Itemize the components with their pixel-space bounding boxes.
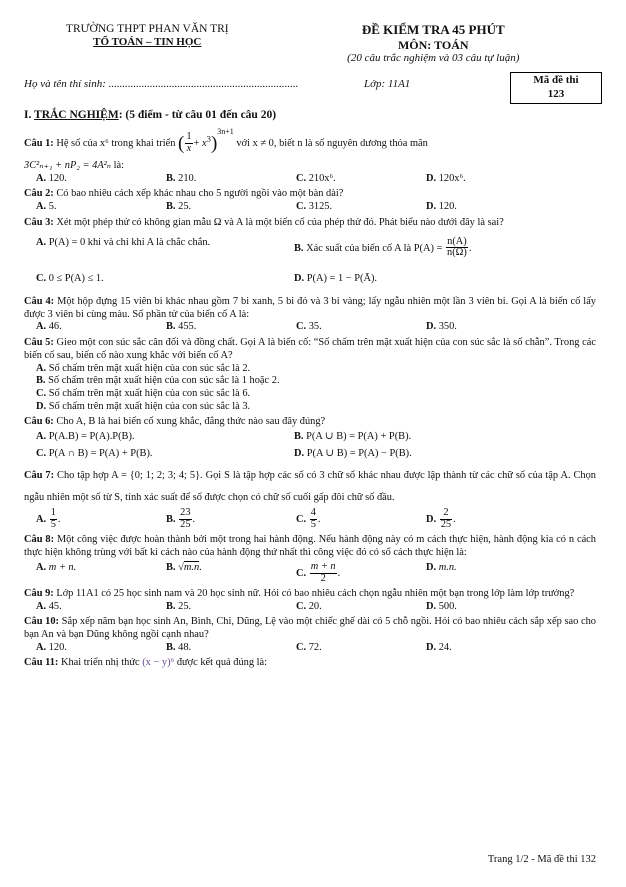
option-a[interactable]: A. m + n.: [36, 562, 77, 574]
question-1-condition: 3C²ₙ₊₁ + nP₂ = 4A²ₙ: [24, 160, 111, 172]
question-2-options: [36, 201, 596, 214]
student-name-field: Họ và tên thí sinh: .....................................................................: [24, 77, 299, 90]
question-1-stem-b: với x ≠ 0, biết n là số nguyên dương thỏa mãn: [236, 137, 428, 149]
option-a[interactable]: A. 46.: [36, 321, 62, 333]
question-6: [24, 416, 596, 462]
option-b[interactable]: B. 25.: [166, 201, 192, 213]
school-name: TRƯỜNG THPT PHAN VĂN TRỊ: [65, 23, 229, 35]
question-7-options: [36, 508, 596, 531]
page-footer: Trang 1/2 - Mã đề thi 132: [487, 854, 596, 866]
question-8-label: Câu 8:: [24, 533, 55, 545]
option-a[interactable]: A. $\frac{1}{5}$ .: [36, 506, 61, 530]
question-3: [24, 217, 596, 293]
question-4-label: Câu 4:: [24, 296, 55, 308]
question-1-options: [36, 173, 596, 186]
option-c[interactable]: C. 20.: [296, 600, 322, 612]
question-5-label: Câu 5:: [24, 337, 54, 349]
question-5-options: [36, 363, 596, 414]
section-detail: : (5 điểm - từ câu 01 đến câu 20): [118, 108, 277, 121]
question-9: [24, 588, 596, 613]
question-3-options: [36, 230, 596, 294]
question-9-options: [36, 601, 596, 614]
question-7-stem: Cho tập hợp A = {0; 1; 2; 3; 4; 5}. Gọi S là tập hợp các số có 3 chữ số khác nhau được lập thành từ các chữ số của tập A. Chọn ngẫu nhiên một số từ S, tính xác suất để số được chọn có chữ số cuối gấp đôi chữ số đầu.: [24, 470, 596, 503]
option-d[interactable]: D. 350.: [426, 321, 457, 333]
question-11-stem-a: Khai triển nhị thức: [60, 657, 140, 669]
question-9-stem: Lớp 11A1 có 25 học sinh nam và 20 học sinh nữ. Hỏi có bao nhiêu cách chọn ngẫu nhiên một bạn trong lớp làm lớp trưởng?: [56, 588, 575, 600]
option-d[interactable]: D. 120.: [426, 201, 457, 213]
exam-info-block: [271, 22, 596, 66]
option-b[interactable]: B. 25.: [166, 600, 192, 612]
option-b[interactable]: B. 48.: [166, 641, 192, 653]
option-b[interactable]: B. 210.: [166, 172, 197, 184]
question-4: [24, 296, 596, 334]
question-1-stem-c: là:: [113, 160, 124, 172]
question-4-stem: Một hộp đựng 15 viên bi khác nhau gồm 7 bi xanh, 5 bi đỏ và 3 bi vàng; lấy ngẫu nhiên một lần 3 viên bi. Gọi A là biến cố lấy được 3 viên bi cùng màu. Số phần tử của biến cố A là:: [24, 296, 596, 320]
question-11-label: Câu 11:: [24, 657, 59, 669]
question-1: [24, 127, 596, 186]
question-3-label: Câu 3:: [24, 216, 54, 228]
option-c[interactable]: C. $\frac{m + n}{2}$ .: [296, 561, 341, 585]
question-4-options: [36, 321, 596, 334]
exam-code-value: 123: [547, 87, 565, 100]
section-number: I.: [24, 108, 32, 121]
option-d[interactable]: D. 24.: [426, 641, 452, 653]
question-6-options: [36, 429, 596, 462]
question-2-stem: Có bao nhiêu cách xếp khác nhau cho 5 người ngồi vào một bàn dài?: [56, 188, 344, 200]
option-a[interactable]: A. Số chấm trên mặt xuất hiện của con súc sắc là 2.: [36, 362, 251, 374]
question-5-stem: Gieo một con súc sắc cân đối và đồng chất. Gọi A là biến cố: “Số chấm trên mặt xuất hiện của con súc sắc là số chẵn”. Trong các biến cố sau, biến cố nào xung khắc với biến cố A?: [24, 337, 596, 361]
question-5: [24, 337, 596, 413]
binomial-exponent: 3n+1: [217, 126, 234, 136]
question-10-label: Câu 10:: [24, 616, 59, 628]
question-3-stem: Xét một phép thử có không gian mẫu Ω và A là một biến cố của phép thử đó. Phát biểu nào dưới đây là sai?: [56, 216, 504, 228]
question-9-label: Câu 9:: [24, 588, 54, 600]
option-c[interactable]: C. 3125.: [296, 201, 333, 213]
exam-title: ĐỀ KIỂM TRA 45 PHÚT: [361, 22, 505, 37]
class-label: Lớp: 11A1: [364, 77, 411, 90]
question-10-stem: Sắp xếp năm bạn học sinh An, Bình, Chi, Dũng, Lệ vào một chiếc ghế dài có 5 chỗ ngồi. Hỏi có bao nhiêu cách sắp xếp sao cho bạn An và bạn Dũng không ngồi cạnh nhau?: [24, 616, 596, 641]
option-d[interactable]: D. 120x⁶.: [426, 172, 466, 184]
option-c[interactable]: C. P(A ∩ B) = P(A) + P(B).: [36, 447, 153, 459]
exam-code-box: [510, 72, 602, 104]
student-info-row: [24, 70, 596, 104]
section-heading: [24, 108, 596, 122]
exam-subject: MÔN: TOÁN: [397, 37, 469, 52]
option-b[interactable]: B. √m.n.: [166, 562, 202, 574]
option-b[interactable]: B. P(A ∪ B) = P(A) + P(B).: [294, 430, 412, 442]
question-7-label: Câu 7:: [24, 470, 55, 482]
question-8: [24, 534, 596, 585]
question-10-options: [36, 642, 596, 655]
option-d[interactable]: D. 500.: [426, 600, 457, 612]
option-a[interactable]: A. 45.: [36, 600, 62, 612]
question-1-label: Câu 1:: [24, 137, 54, 149]
option-c[interactable]: C. 72.: [296, 641, 322, 653]
binomial-expression: ( $\frac{1}{x}$ + $x^3)^{3n+1}$: [178, 126, 234, 155]
question-8-stem: Một công việc được hoàn thành bởi một trong hai hành động. Nếu hành động này có m cách thực hiện, hành động kia có n cách thực hiện không trùng với bất kì cách nào của hành động thứ nhất thì công việc đó có số cách thực hiện là:: [24, 533, 596, 558]
question-1-stem-a: Hệ số của x⁶ trong khai triển: [56, 137, 176, 149]
question-11: [24, 657, 596, 670]
option-d[interactable]: D. m.n.: [426, 562, 457, 574]
question-11-stem-b: được kết quả đúng là:: [176, 657, 268, 669]
option-b[interactable]: B. $\frac{23}{25}$ .: [166, 506, 196, 530]
question-1-condition-line: [24, 160, 596, 173]
question-7: [24, 465, 596, 531]
option-c[interactable]: C. 35.: [296, 321, 322, 333]
option-d[interactable]: D. $\frac{2}{25}$ .: [426, 506, 456, 530]
exam-header: [24, 22, 596, 66]
option-c[interactable]: C. Số chấm trên mặt xuất hiện của con súc sắc là 6.: [36, 387, 251, 399]
option-a[interactable]: A. 5.: [36, 201, 57, 213]
option-a[interactable]: A. 120.: [36, 172, 67, 184]
question-8-options: [36, 562, 596, 585]
question-2-label: Câu 2:: [24, 188, 54, 200]
department-name: TỔ TOÁN – TIN HỌC: [93, 36, 202, 49]
option-d[interactable]: D. Số chấm trên mặt xuất hiện của con súc sắc là 3.: [36, 400, 251, 412]
section-title: TRẮC NGHIỆM: [34, 108, 119, 121]
question-10: [24, 616, 596, 654]
option-c[interactable]: C. 0 ≤ P(A) ≤ 1.: [36, 273, 104, 285]
exam-code-label: Mã đề thi: [533, 73, 579, 86]
option-b[interactable]: B. Xác suất của biến cố A là P(A) = $\frac{n(A)}{n(\Omega)}$ .: [294, 235, 472, 259]
option-a[interactable]: A. 120.: [36, 641, 67, 653]
question-6-label: Câu 6:: [24, 416, 54, 428]
question-2: [24, 188, 596, 213]
question-11-expression: (x − y)⁶: [142, 657, 175, 669]
option-c[interactable]: C. 210x⁶.: [296, 172, 336, 184]
question-6-stem: Cho A, B là hai biến cố xung khắc, đẳng thức nào sau đây đúng?: [56, 416, 326, 428]
option-a[interactable]: A. P(A) = 0 khi và chỉ khi A là chắc chắn.: [36, 236, 211, 248]
option-a[interactable]: A. P(A.B) = P(A).P(B).: [36, 430, 135, 442]
option-c[interactable]: C. $\frac{4}{5}$ .: [296, 506, 321, 530]
option-d[interactable]: D. P(A ∪ B) = P(A) − P(B).: [294, 447, 412, 459]
option-d[interactable]: D. P(A) = 1 − P(Ā).: [294, 273, 378, 285]
option-b[interactable]: B. 455.: [166, 321, 197, 333]
question-1-stem: [24, 127, 596, 155]
school-block: [24, 22, 271, 66]
exam-note: (20 câu trắc nghiệm và 03 câu tự luận): [347, 52, 520, 65]
option-b[interactable]: B. Số chấm trên mặt xuất hiện của con súc sắc là 1 hoặc 2.: [36, 375, 280, 387]
